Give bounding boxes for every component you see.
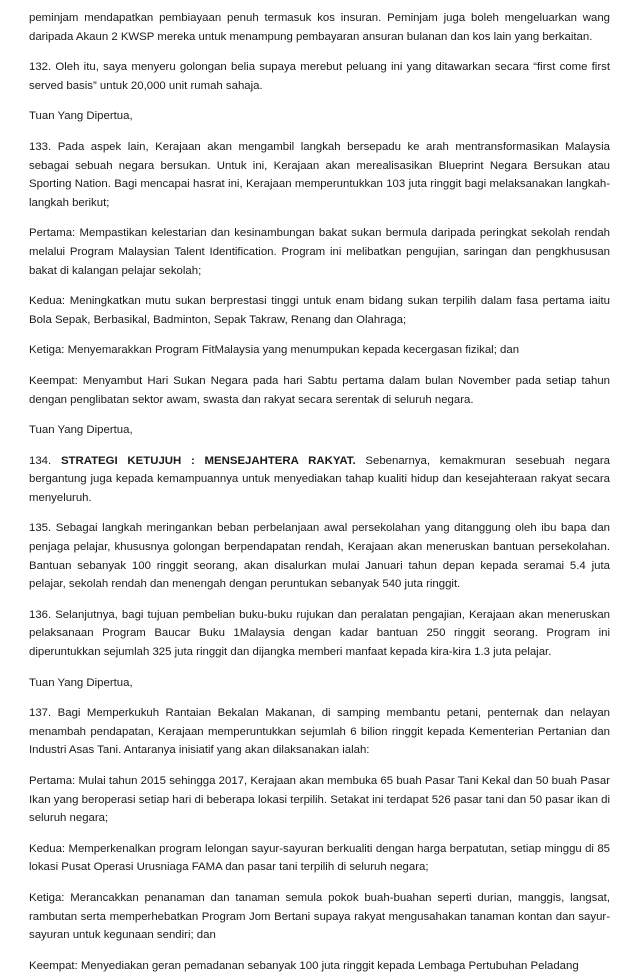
paragraph-133: 133. Pada aspek lain, Kerajaan akan mengambil langkah bersepadu ke arah mentransformasikan Malaysia sebagai sebuah negara bersukan. Untuk ini, Kerajaan akan merealisasikan Blueprint Negara Bersukan atau Sporting Nation. Bagi mencapai hasrat ini, Kerajaan memperuntukkan 103 juta ringgit bagi melaksanakan langkah-langkah berikut; bbox=[29, 140, 610, 209]
paragraph-1: peminjam mendapatkan pembiayaan penuh termasuk kos insuran. Peminjam juga boleh mengeluarkan wang daripada Akaun 2 KWSP mereka untuk menampung pembayaran ansuran bulanan dan kos lain yang berkaitan. bbox=[29, 12, 610, 43]
list-item-keempat: Keempat: Menyambut Hari Sukan Negara pada hari Sabtu pertama dalam bulan November pada setiap tahun dengan penglibatan sektor awam, swasta dan rakyat secara serentak di seluruh negara. bbox=[29, 374, 610, 406]
paragraph-137: 137. Bagi Memperkukuh Rantaian Bekalan Makanan, di samping membantu petani, penternak dan nelayan menambah pendapatan, Kerajaan memperuntukkan sejumlah 6 bilion ringgit kepada Kementerian Pertanian dan Industri Asas Tani. Antaranya inisiatif yang akan dilaksanakan ialah: bbox=[29, 707, 610, 757]
paragraph-number: 134. bbox=[29, 454, 61, 467]
list-item-ketiga: Ketiga: Menyemarakkan Program FitMalaysia yang menumpukan kepada kecergasan fizikal; dan bbox=[29, 344, 520, 357]
paragraph-136: 136. Selanjutnya, bagi tujuan pembelian buku-buku rujukan dan peralatan pengajian, Kerajaan akan meneruskan pelaksanaan Program Baucar Buku 1Malaysia dengan kadar bantuan 250 ringgit seorang. Program ini diperuntukkan sejumlah 325 juta ringgit dan dijangka memberi manfaat kepada kira-kira 1.3 juta pelajar. bbox=[29, 608, 610, 659]
list-item-keempat: Keempat: Menyediakan geran pemadanan sebanyak 100 juta ringgit kepada Lembaga Pertubuhan Peladang bbox=[29, 959, 579, 972]
salutation: Tuan Yang Dipertua, bbox=[29, 676, 133, 689]
list-item-pertama: Pertama: Mulai tahun 2015 sehingga 2017, Kerajaan akan membuka 65 buah Pasar Tani Kekal dan 50 buah Pasar Ikan yang beroperasi setiap hari di beberapa lokasi terpilih. Setakat ini terdapat 526 pasar tani dan 50 pasar ikan di seluruh negara; bbox=[29, 775, 610, 825]
paragraph-134 bbox=[29, 452, 610, 508]
salutation: Tuan Yang Dipertua, bbox=[29, 424, 133, 437]
paragraph-132: 132. Oleh itu, saya menyeru golongan belia supaya merebut peluang ini yang ditawarkan secara “first come first served basis” untuk 20,000 unit rumah sahaja. bbox=[29, 61, 610, 92]
strategy-heading: STRATEGI KETUJUH : MENSEJAHTERA RAKYAT. bbox=[60, 454, 356, 467]
list-item-kedua: Kedua: Meningkatkan mutu sukan berprestasi tinggi untuk enam bidang sukan terpilih dalam fasa pertama iaitu Bola Sepak, Berbasikal, Badminton, Sepak Takraw, Renang dan Olahraga; bbox=[29, 295, 610, 326]
list-item-ketiga: Ketiga: Merancakkan penanaman dan tanaman semula pokok buah-buahan seperti durian, manggis, langsat, rambutan serta memperhebatkan Program Jom Bertani supaya rakyat mengusahakan tanaman kontan dan sayur-sayuran untuk kegunaan sendiri; dan bbox=[29, 891, 610, 942]
paragraph-135: 135. Sebagai langkah meringankan beban perbelanjaan awal persekolahan yang ditanggung oleh ibu bapa dan penjaga pelajar, khususnya golongan berpendapatan rendah, Kerajaan akan meneruskan bantuan persekolahan. Bantuan sebanyak 100 ringgit seorang, akan disalurkan mulai Januari tahun depan kepada seramai 5.4 juta pelajar, sekolah rendah dan menengah dengan peruntukan sebanyak 540 juta ringgit. bbox=[29, 522, 610, 591]
list-item-kedua: Kedua: Memperkenalkan program lelongan sayur-sayuran berkualiti dengan harga berpatutan, setiap minggu di 85 lokasi Pusat Operasi Urusniaga FAMA dan pasar tani terpilih di seluruh negara; bbox=[29, 842, 610, 874]
list-item-pertama: Pertama: Mempastikan kelestarian dan kesinambungan bakat sukan bermula daripada peringkat sekolah rendah melalui Program Malaysian Talent Identification. Program ini melibatkan pengujian, saringan dan pengkhususan bakat di kalangan pelajar sekolah; bbox=[29, 227, 610, 277]
salutation: Tuan Yang Dipertua, bbox=[29, 110, 133, 123]
paragraph-body: Sebenarnya, kemakmuran sesebuah negara bergantung juga kepada kemampuannya untuk menyediakan tahap kualiti hidup dan kesejahteraan rakyat secara menyeluruh. bbox=[29, 454, 610, 504]
